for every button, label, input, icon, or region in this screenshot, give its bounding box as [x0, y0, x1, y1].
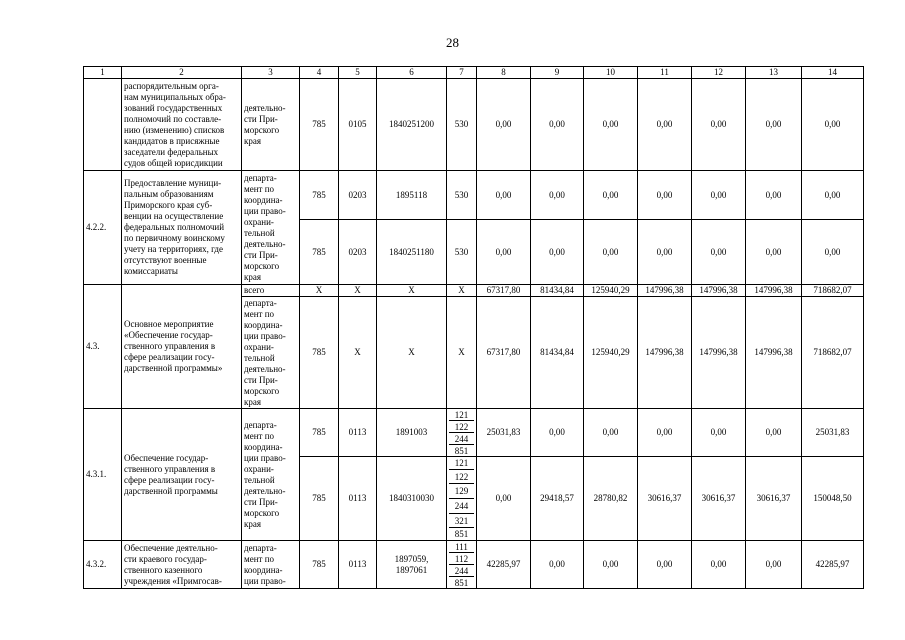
header-cell: 13: [746, 67, 802, 79]
table-row: 785 0203 1840251180 530 0,00 0,00 0,00 0,00 0,00 0,00 0,00: [84, 220, 864, 285]
table-row: департа- мент по координа- ции право- охрани- тельной деятельно- сти При- морского края 785 X X X 67317,80 81434,84 125940,29 147996,38 147996,38 147996,38 718682,07: [84, 297, 864, 409]
measure-name: Обеспечение государ- ственного управления в сфере реализации госу- дарственной программы: [122, 409, 242, 541]
executor: департа- мент по координа- ции право- охрани- тельной деятельно- сти При- морского края: [242, 409, 300, 541]
table-row: 4.3. Основное мероприятие «Обеспечение государ- ственного управления в сфере реализации госу- дарственной программы» всего X X X X 67317,80 81434,84 125940,29 147996,38 147996,38 147996,38 718682,07: [84, 285, 864, 297]
header-cell: 5: [339, 67, 377, 79]
row-number: 4.3.2.: [84, 541, 122, 589]
header-cell: 1: [84, 67, 122, 79]
budget-table: [83, 66, 864, 589]
header-cell: 8: [477, 67, 531, 79]
header-cell: 7: [447, 67, 477, 79]
row-number: 4.3.1.: [84, 409, 122, 541]
header-cell: 12: [692, 67, 746, 79]
measure-name: Обеспечение деятельно- сти краевого государ- ственного казенного учреждения «Примгосав-: [122, 541, 242, 589]
header-cell: 3: [242, 67, 300, 79]
executor: департа- мент по координа- ции право- охрани- тельной деятельно- сти При- морского края: [242, 297, 300, 409]
header-cell: 10: [584, 67, 638, 79]
table-row: 4.3.1. Обеспечение государ- ственного управления в сфере реализации госу- дарственной программы департа- мент по координа- ции право- охрани- тельной деятельно- сти При- морского края 785 0113 1891003 121 122 244 851 25031,83 0,00 0,00 0,00 0,00 0,00 25031,83: [84, 409, 864, 457]
expense-codes: 121 122 244 851: [447, 409, 477, 457]
expense-codes: 121 122 129 244 321 851: [447, 457, 477, 541]
executor-total: всего: [242, 285, 300, 297]
row-number: 4.3.: [84, 285, 122, 409]
header-cell: 2: [122, 67, 242, 79]
measure-name: Предоставление муници- пальным образованиям Приморского края суб- венции на осуществление федеральных полномочий по первичному воинскому учету на территориях, где отсутствуют военные комиссариаты: [122, 171, 242, 285]
header-cell: 4: [300, 67, 339, 79]
header-cell: 9: [531, 67, 584, 79]
header-cell: 11: [638, 67, 692, 79]
table-row: 4.2.2. Предоставление муници- пальным образованиям Приморского края суб- венции на осуществление федеральных полномочий по первичному воинскому учету на территориях, где отсутствуют военные комиссариаты департа- мент по координа- ции право- охрани- тельной деятельно- сти При- морского края 785 0203 1895118 530 0,00 0,00 0,00 0,00 0,00 0,00 0,00: [84, 171, 864, 220]
header-row: [84, 67, 864, 79]
executor: департа- мент по координа- ции право-: [242, 541, 300, 589]
table-row: распорядительным орга- нам муниципальных обра- зований государственных полномочий по составле- нию (изменению) списков кандидатов в присяжные заседатели федеральных судов общей юрисдикции деятельно- сти При- морского края 785 0105 1840251200 530 0,00 0,00 0,00 0,00 0,00 0,00 0,00: [84, 79, 864, 171]
expense-codes: 111 112 244 851: [447, 541, 477, 589]
page-number: 28: [446, 35, 459, 50]
table-row: 4.3.2. Обеспечение деятельно- сти краевого государ- ственного казенного учреждения «Примгосав- департа- мент по координа- ции право- 785 0113 1897059, 1897061 111 112 244 851 42285,97 0,00 0,00 0,00 0,00 0,00 42285,97: [84, 541, 864, 589]
measure-name: Основное мероприятие «Обеспечение государ- ственного управления в сфере реализации госу- дарственной программы»: [122, 285, 242, 409]
header-cell: 6: [377, 67, 447, 79]
header-cell: 14: [802, 67, 864, 79]
table-row: 785 0113 1840310030 121 122 129 244 321 851 0,00 29418,57 28780,82 30616,37 30616,37 30616,37 150048,50: [84, 457, 864, 541]
row-number: 4.2.2.: [84, 171, 122, 285]
measure-name: распорядительным орга- нам муниципальных обра- зований государственных полномочий по составле- нию (изменению) списков кандидатов в присяжные заседатели федеральных судов общей юрисдикции: [122, 79, 242, 171]
executor: департа- мент по координа- ции право- охрани- тельной деятельно- сти При- морского края: [242, 171, 300, 285]
executor: деятельно- сти При- морского края: [242, 79, 300, 171]
